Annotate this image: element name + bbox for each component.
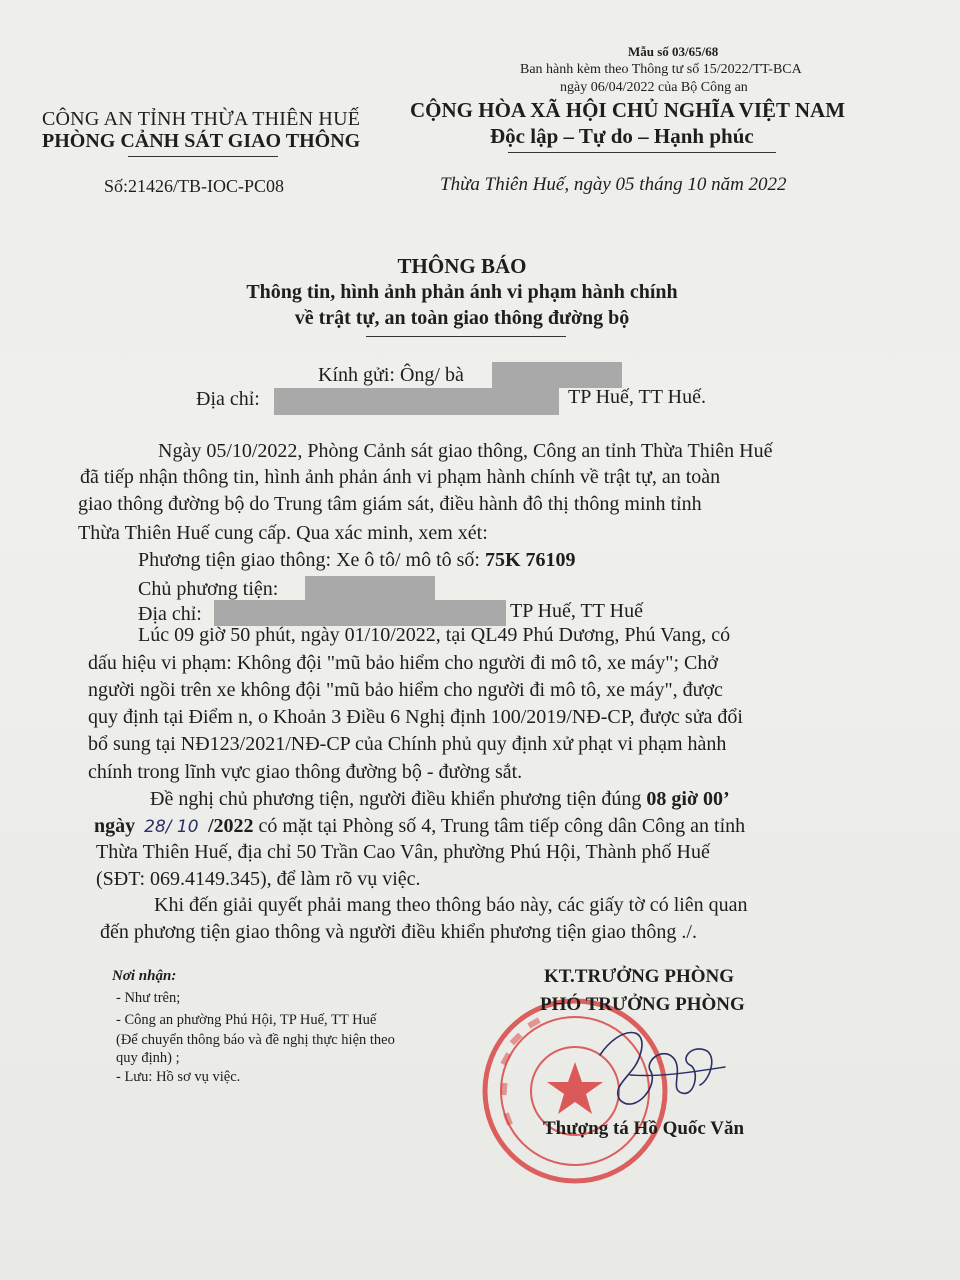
department-name: PHÒNG CẢNH SÁT GIAO THÔNG [42, 130, 361, 152]
appointment-place: có mặt tại Phòng số 4, Trung tâm tiếp công dân Công an tỉnh [258, 815, 746, 837]
body-line: dấu hiệu vi phạm: Không đội "mũ bảo hiểm cho người đi mô tô, xe máy"; Chở [88, 652, 718, 674]
recipient-item-note: quy định) ; [116, 1050, 180, 1066]
issued-by-line-1: Ban hành kèm theo Thông tư số 15/2022/TT-BCA [520, 62, 802, 77]
body-line: giao thông đường bộ do Trung tâm giám sát, điều hành đô thị thông minh tỉnh [78, 493, 702, 515]
appointment-line [94, 815, 745, 838]
redacted-owner-address [214, 600, 506, 626]
day-label: ngày [94, 815, 136, 837]
body-line: (SĐT: 069.4149.345), để làm rõ vụ việc. [96, 868, 421, 890]
agency-underline [128, 156, 278, 157]
document-number: Số:21426/TB-IOC-PC08 [104, 176, 285, 196]
redacted-address [274, 388, 559, 415]
national-motto: Độc lập – Tự do – Hạnh phúc [490, 124, 754, 148]
vehicle-label: Phương tiện giao thông: Xe ô tô/ mô tô số: [138, 549, 480, 571]
body-line: Ngày 05/10/2022, Phòng Cảnh sát giao thông, Công an tỉnh Thừa Thiên Huế [158, 440, 773, 462]
document-subtitle-1: Thông tin, hình ảnh phản ánh vi phạm hành chính [246, 281, 678, 303]
body-line: quy định tại Điểm n, o Khoản 3 Điều 6 Nghị định 100/2019/NĐ-CP, được sửa đổi [88, 706, 743, 728]
body-line: Lúc 09 giờ 50 phút, ngày 01/10/2022, tại QL49 Phú Dương, Phú Vang, có [138, 624, 731, 646]
recipient-item: - Lưu: Hồ sơ vụ việc. [116, 1069, 241, 1085]
recipient-item: - Như trên; [116, 990, 181, 1006]
owner-address-label: Địa chỉ: [138, 603, 202, 625]
body-line: Khi đến giải quyết phải mang theo thông báo này, các giấy tờ có liên quan [154, 894, 748, 916]
signature-title-2: PHÓ TRƯỞNG PHÒNG [540, 994, 745, 1015]
body-line [150, 788, 730, 811]
body-line: bổ sung tại NĐ123/2021/NĐ-CP của Chính phủ quy định xử phạt vi phạm hành [88, 733, 727, 755]
agency-name: CÔNG AN TỈNH THỪA THIÊN HUẾ [42, 108, 361, 130]
vehicle-plate: 75K 76109 [484, 549, 576, 571]
national-title: CỘNG HÒA XÃ HỘI CHỦ NGHĨA VIỆT NAM [410, 98, 846, 122]
body-line: Thừa Thiên Huế, địa chỉ 50 Trần Cao Vân, phường Phú Hội, Thành phố Huế [96, 841, 710, 863]
owner-address-tail: TP Huế, TT Huế [510, 600, 643, 622]
greeting: Kính gửi: Ông/ bà [318, 364, 464, 386]
recipient-item: - Công an phường Phú Hội, TP Huế, TT Huế [116, 1012, 377, 1028]
request-text: Đề nghị chủ phương tiện, người điều khiển phương tiện đúng [150, 788, 642, 810]
redacted-name [492, 362, 622, 388]
handwritten-date: 28/ 10 [144, 817, 199, 837]
body-line: chính trong lĩnh vực giao thông đường bộ - đường sắt. [88, 761, 523, 783]
signer-name: Thượng tá Hồ Quốc Văn [543, 1118, 745, 1139]
handwritten-month: 10 [176, 817, 199, 837]
form-code: Mẫu số 03/65/68 [628, 44, 719, 59]
body-line: đến phương tiện giao thông và người điều khiển phương tiện giao thông ./. [100, 921, 697, 943]
address-label: Địa chỉ: [196, 388, 260, 410]
signature-title-1: KT.TRƯỞNG PHÒNG [544, 966, 734, 987]
address-tail: TP Huế, TT Huế. [568, 386, 706, 408]
motto-underline [508, 152, 776, 153]
body-line: đã tiếp nhận thông tin, hình ảnh phản ánh vi phạm hành chính về trật tự, an toàn [80, 466, 721, 488]
vehicle-line [138, 549, 576, 572]
appointment-time: 08 giờ 00’ [646, 788, 730, 810]
owner-label: Chủ phương tiện: [138, 578, 279, 600]
signature-icon [590, 1015, 730, 1115]
handwritten-day: 28 [144, 817, 166, 837]
body-line: Thừa Thiên Huế cung cấp. Qua xác minh, xem xét: [78, 522, 488, 544]
recipient-item-note: (Để chuyển thông báo và đề nghị thực hiện theo [116, 1032, 395, 1048]
document-subtitle-2: về trật tự, an toàn giao thông đường bộ [294, 307, 630, 329]
issued-by-line-2: ngày 06/04/2022 của Bộ Công an [560, 80, 748, 95]
appointment-year: /2022 [207, 815, 254, 837]
redacted-owner [305, 576, 435, 601]
recipients-heading: Nơi nhận: [112, 968, 177, 984]
body-line: người ngồi trên xe không đội "mũ bảo hiểm cho người đi mô tô, xe máy", được [88, 679, 723, 701]
place-date: Thừa Thiên Huế, ngày 05 tháng 10 năm 2022 [440, 174, 787, 195]
subtitle-underline [366, 336, 566, 337]
document-title: THÔNG BÁO [397, 254, 527, 278]
